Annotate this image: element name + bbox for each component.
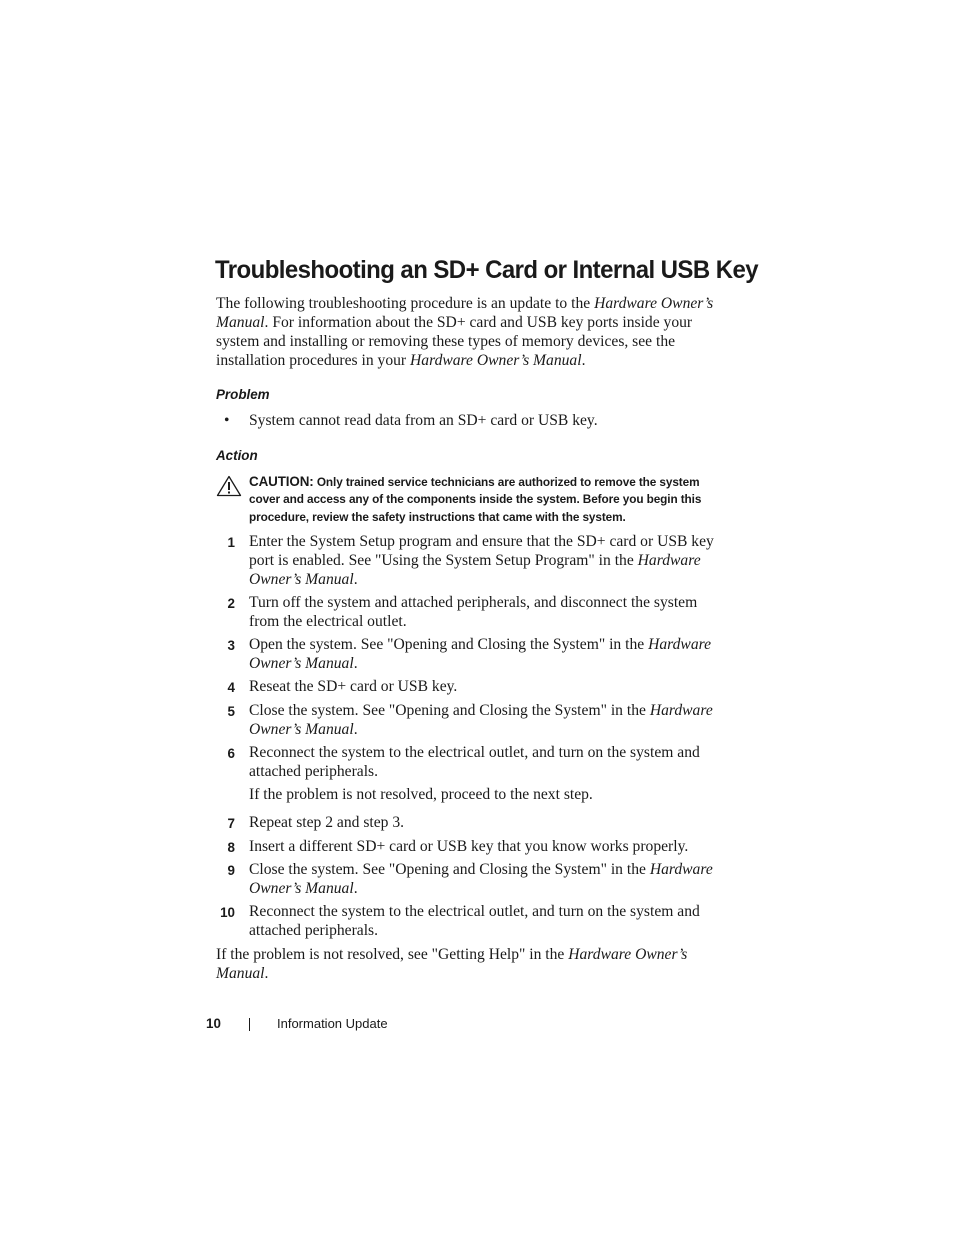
step-text — [249, 532, 719, 589]
intro-paragraph — [216, 294, 716, 370]
step-number: 10 — [220, 905, 235, 920]
step-text: Reconnect the system to the electrical outlet, and turn on the system and attached peripherals. — [249, 903, 700, 939]
step-text — [249, 701, 719, 739]
caution-label: CAUTION: — [249, 474, 314, 489]
caution-triangle-icon — [216, 475, 242, 497]
step-number: 9 — [227, 863, 235, 878]
step-body: Open the system. See "Opening and Closing the System" in the — [249, 636, 649, 653]
step-number: 2 — [227, 596, 235, 611]
caution-body: Only trained service technicians are authorized to remove the system cover and access any of the components inside the system. Before you begin this procedure, review the safety instructions that came with the system. — [249, 475, 702, 524]
closing-text-2: . — [264, 965, 269, 982]
caution-text — [249, 473, 719, 526]
closing-text-1: If the problem is not resolved, see "Getting Help" in the — [216, 946, 569, 963]
footer-title: Information Update — [277, 1016, 388, 1031]
step-end: . — [353, 571, 358, 588]
step-number: 4 — [227, 680, 235, 695]
step-number: 7 — [227, 816, 235, 831]
step-text: Repeat step 2 and step 3. — [249, 814, 405, 831]
action-heading: Action — [216, 448, 258, 463]
step-manual-ref: Hardware Owner’s Manual — [249, 552, 701, 588]
step-number: 3 — [227, 638, 235, 653]
step-manual-ref: Hardware Owner’s Manual — [249, 636, 712, 672]
footer-divider — [249, 1018, 250, 1031]
bullet-icon: • — [224, 412, 230, 429]
intro-text-3: . — [581, 352, 586, 369]
step-text — [249, 635, 719, 673]
step-text: Reseat the SD+ card or USB key. — [249, 678, 458, 695]
step-note: If the problem is not resolved, proceed to the next step. — [249, 786, 593, 803]
step-text: Reconnect the system to the electrical outlet, and turn on the system and attached peripherals. — [249, 744, 700, 780]
step-body: Enter the System Setup program and ensure that the SD+ card or USB key port is enabled. See "Using the System Setup Program" in the — [249, 533, 714, 569]
step-text — [249, 860, 719, 898]
step-text: Turn off the system and attached peripherals, and disconnect the system from the electrical outlet. — [249, 594, 698, 630]
step-number: 1 — [227, 535, 235, 550]
intro-text-1: The following troubleshooting procedure is an update to the — [216, 295, 595, 312]
closing-paragraph — [216, 945, 716, 983]
step-manual-ref: Hardware Owner’s Manual — [249, 702, 713, 738]
intro-manual-ref-1: Hardware Owner’s Manual — [216, 295, 714, 331]
step-body: Close the system. See "Opening and Closing the System" in the — [249, 861, 650, 878]
step-text: Insert a different SD+ card or USB key that you know works properly. — [249, 838, 689, 855]
problem-heading: Problem — [216, 387, 270, 402]
step-end: . — [353, 655, 358, 672]
step-number: 6 — [227, 746, 235, 761]
closing-manual-ref: Hardware Owner’s Manual — [216, 946, 688, 982]
step-body: Close the system. See "Opening and Closing the System" in the — [249, 702, 650, 719]
step-end: . — [353, 880, 358, 897]
page-title: Troubleshooting an SD+ Card or Internal USB Key — [215, 256, 759, 284]
intro-manual-ref-2: Hardware Owner’s Manual — [410, 352, 582, 369]
step-end: . — [353, 721, 358, 738]
step-manual-ref: Hardware Owner’s Manual — [249, 861, 713, 897]
problem-text: System cannot read data from an SD+ card or USB key. — [249, 412, 598, 429]
intro-text-2: . For information about the SD+ card and USB key ports inside your system and installing or removing these types of memory devices, see the installation procedures in your — [216, 314, 693, 369]
step-number: 8 — [227, 840, 235, 855]
step-number: 5 — [227, 704, 235, 719]
page-number: 10 — [206, 1016, 221, 1031]
